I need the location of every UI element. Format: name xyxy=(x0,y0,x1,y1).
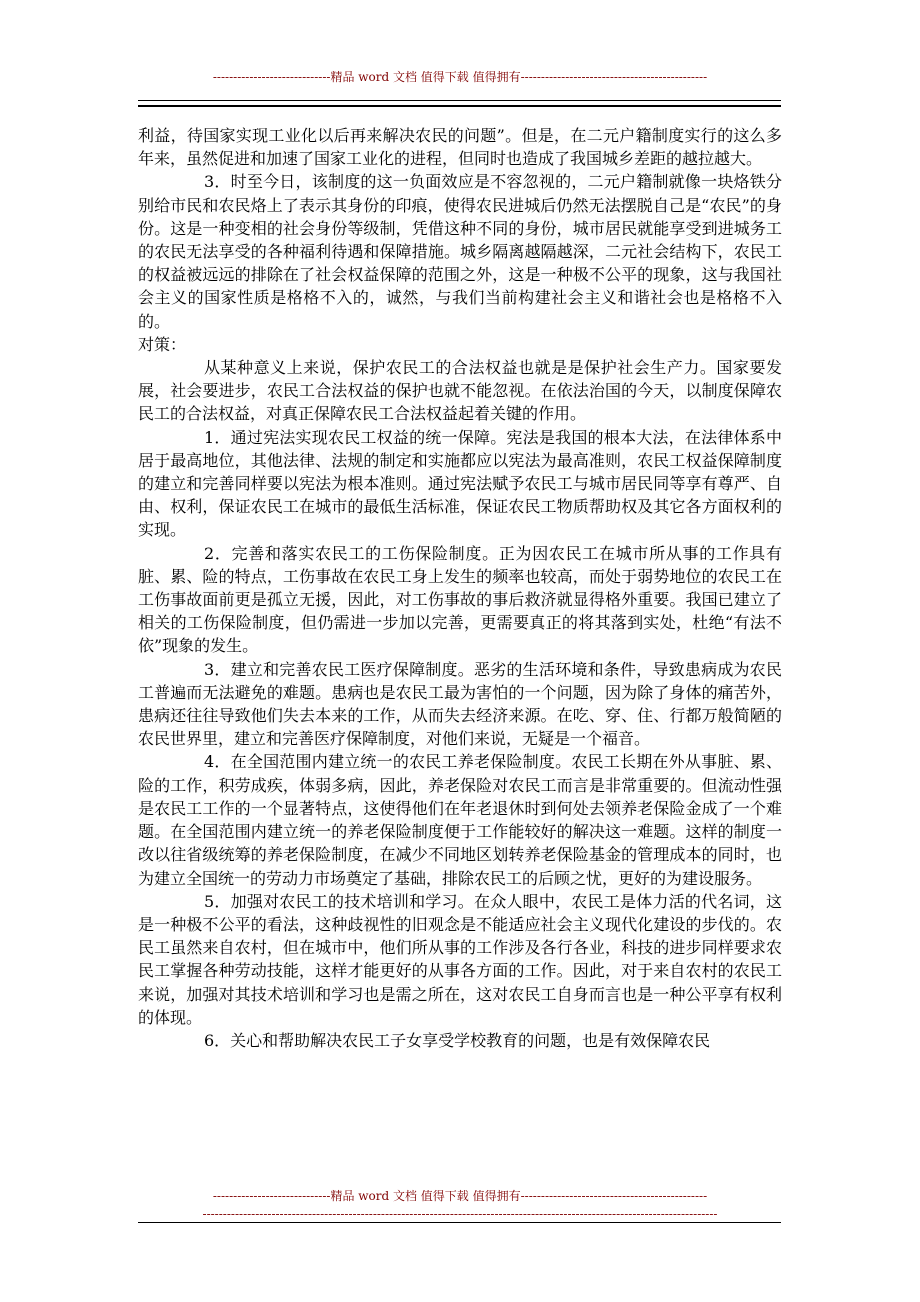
paragraph-1: 3．时至今日，该制度的这一负面效应是不容忽视的，二元户籍制就像一块烙铁分别给市民和农民烙上了表示其身份的印痕，使得农民进城后仍然无法摆脱自己是“农民”的身份。这是一种变相的社会身份等级制，凭借这种不同的身份，城市居民就能享受到进城务工的农民无法享受的各种福利待遇和保障措施。城乡隔离越隔越深，二元社会结构下，农民工的权益被远远的排除在了社会权益保障的范围之外，这是一种极不公平的现象，这与我国社会主义的国家性质是格格不入的，诚然，与我们当前构建社会主义和谐社会也是格格不入的。 xyxy=(138,172,782,331)
footer-banner: -----------------------------精品 word 文档 值得下载 值得拥有---------------------------------------------- xyxy=(212,1189,708,1203)
paragraph-9: 6．关心和帮助解决农民工子女享受学校教育的问题，也是有效保障农民 xyxy=(204,1030,711,1050)
header-rule-thin xyxy=(138,100,781,101)
paragraph-0: 利益，待国家实现工业化以后再来解决农民的问题”。但是，在二元户籍制度实行的这么多年来，虽然促进和加速了国家工业化的进程，但同时也造成了我国城乡差距的越拉越大。 xyxy=(138,126,782,169)
footer-rule xyxy=(138,1222,781,1223)
paragraph-2-heading: 对策： xyxy=(138,334,187,354)
paragraph-3: 从某种意义上来说，保护农民工的合法权益也就是是保护社会生产力。国家要发展，社会要进步，农民工合法权益的保护也就不能忽视。在依法治国的今天，以制度保障农民工的合法权益，对真正保障农民工合法权益起着关键的作用。 xyxy=(138,358,782,424)
paragraph-8: 5．加强对农民工的技术培训和学习。在众人眼中，农民工是体力活的代名词，这是一种极不公平的看法，这种歧视性的旧观念是不能适应社会主义现代化建设的步伐的。农民工虽然来自农村，但在城市中，他们所从事的工作涉及各行各业，科技的进步同样要求农民工掌握各种劳动技能，这样才能更好的从事各方面的工作。因此，对于来自农村的农民工来说，加强对其技术培训和学习也是需之所在，这对农民工自身而言也是一种公平享有权利的体现。 xyxy=(138,891,782,1027)
paragraph-4: 1．通过宪法实现农民工权益的统一保障。宪法是我国的根本大法，在法律体系中居于最高地位，其他法律、法规的制定和实施都应以宪法为最高准则，农民工权益保障制度的建立和完善同样要以宪法为根本准则。通过宪法赋予农民工与城市居民同等享有尊严、自由、权利，保证农民工在城市的最低生活标准，保证农民工物质帮助权及其它各方面权利的实现。 xyxy=(138,427,782,540)
footer-dashes: ------------------------------------------------------------------------------------------------------------------------------- xyxy=(202,1207,718,1221)
paragraph-7: 4．在全国范围内建立统一的农民工养老保险制度。农民工长期在外从事脏、累、险的工作，积劳成疾，体弱多病，因此，养老保险对农民工而言是非常重要的。但流动性强是农民工工作的一个显著特点，这使得他们在年老退休时到何处去领养老保险金成了一个难题。在全国范围内建立统一的养老保险制度便于工作能较好的解决这一难题。这样的制度一改以往省级统筹的养老保险制度，在减少不同地区划转养老保险基金的管理成本的同时，也为建立全国统一的劳动力市场奠定了基础，排除农民工的后顾之忧，更好的为建设服务。 xyxy=(138,752,782,888)
document-body xyxy=(138,124,782,1052)
paragraph-6: 3．建立和完善农民工医疗保障制度。恶劣的生活环境和条件，导致患病成为农民工普遍而无法避免的难题。患病也是农民工最为害怕的一个问题，因为除了身体的痛苦外，患病还往往导致他们失去本来的工作，从而失去经济来源。在吃、穿、住、行都万般简陋的农民世界里，建立和完善医疗保障制度，对他们来说，无疑是一个福音。 xyxy=(138,659,782,749)
paragraph-5: 2．完善和落实农民工的工伤保险制度。正为因农民工在城市所从事的工作具有脏、累、险的特点，工伤事故在农民工身上发生的频率也较高，而处于弱势地位的农民工在工伤事故面前更是孤立无援，因此，对工伤事故的事后救济就显得格外重要。我国已建立了相关的工伤保险制度，但仍需进一步加以完善，更需要真正的将其落到实处，杜绝“有法不依”现象的发生。 xyxy=(138,543,782,656)
header-banner: -----------------------------精品 word 文档 值得下载 值得拥有---------------------------------------------- xyxy=(212,70,708,84)
header-rule-thick xyxy=(138,105,781,107)
